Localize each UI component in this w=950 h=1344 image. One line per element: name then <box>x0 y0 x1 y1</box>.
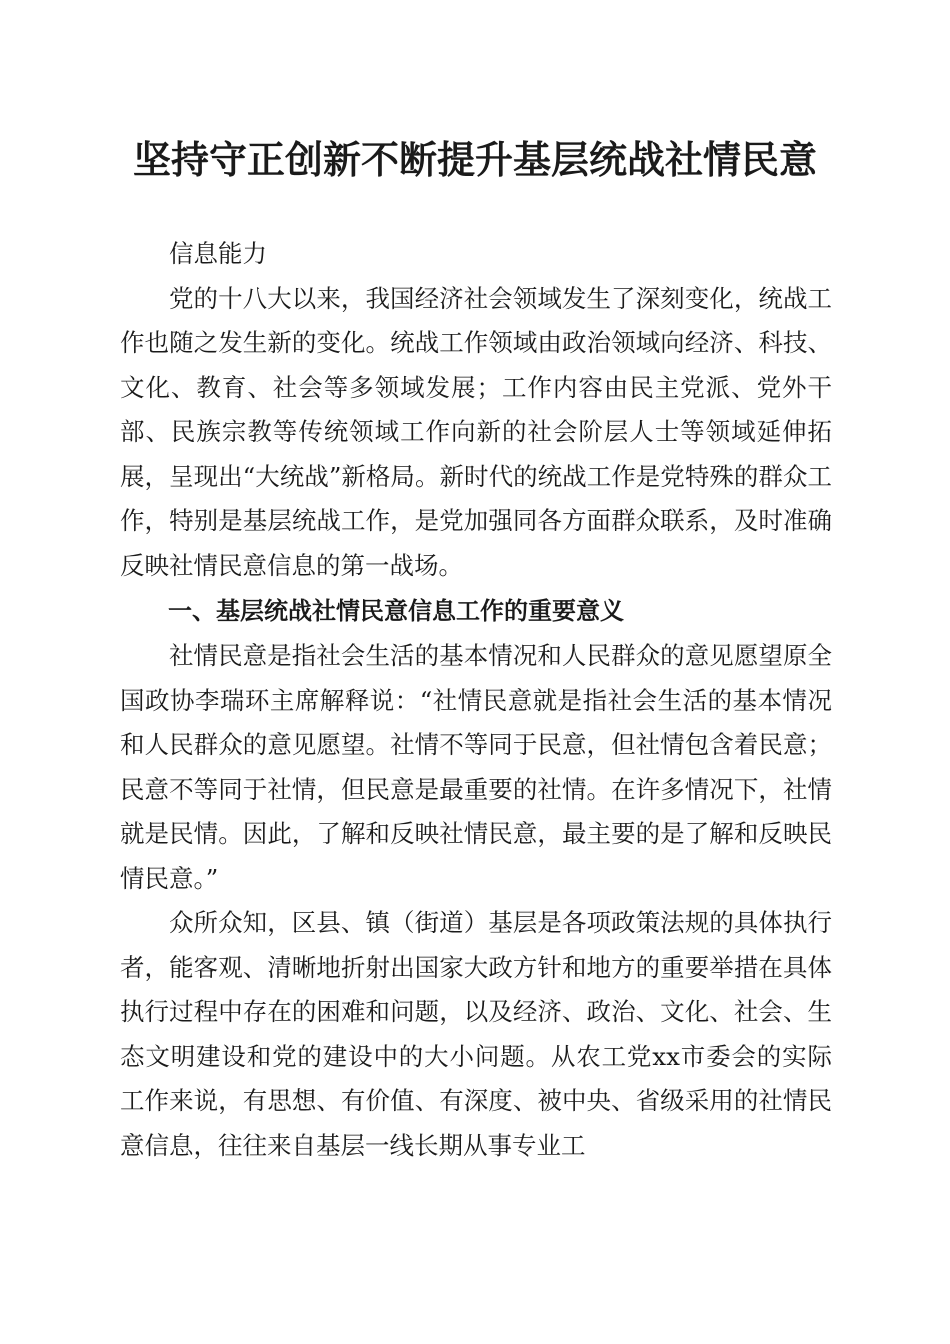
intro-paragraph: 党的十八大以来，我国经济社会领域发生了深刻变化，统战工作也随之发生新的变化。统战工作领域由政治领域向经济、科技、文化、教育、社会等多领域发展；工作内容由民主党派、党外干部、民族宗教等传统领域工作向新的社会阶层人士等领域延伸拓展，呈现出“大统战”新格局。新时代的统战工作是党特殊的群众工作，特别是基层统战工作，是党加强同各方面群众联系，及时准确反映社情民意信息的第一战场。 <box>120 283 832 580</box>
section-heading: 一、基层统战社情民意信息工作的重要意义 <box>168 597 624 625</box>
title-continuation-paragraph: 信息能力 <box>169 239 267 268</box>
document-title: 坚持守正创新不断提升基层统战社情民意 <box>132 137 817 182</box>
document-body <box>120 232 832 1168</box>
section-paragraph: 众所众知，区县、镇（街道）基层是各项政策法规的具体执行者，能客观、清晰地折射出国家大政方针和地方的重要举措在具体执行过程中存在的困难和问题，以及经济、政治、文化、社会、生态文明建设和党的建设中的大小问题。从农工党xx市委会的实际工作来说，有思想、有价值、有深度、被中央、省级采用的社情民意信息，往往来自基层一线长期从事专业工 <box>120 908 832 1160</box>
section-paragraph: 社情民意是指社会生活的基本情况和人民群众的意见愿望原全国政协李瑞环主席解释说：“社情民意就是指社会生活的基本情况和人民群众的意见愿望。社情不等同于民意，但社情包含着民意；民意不等同于社情，但民意是最重要的社情。在许多情况下，社情就是民情。因此，了解和反映社情民意，最主要的是了解和反映民情民意。” <box>120 641 832 893</box>
